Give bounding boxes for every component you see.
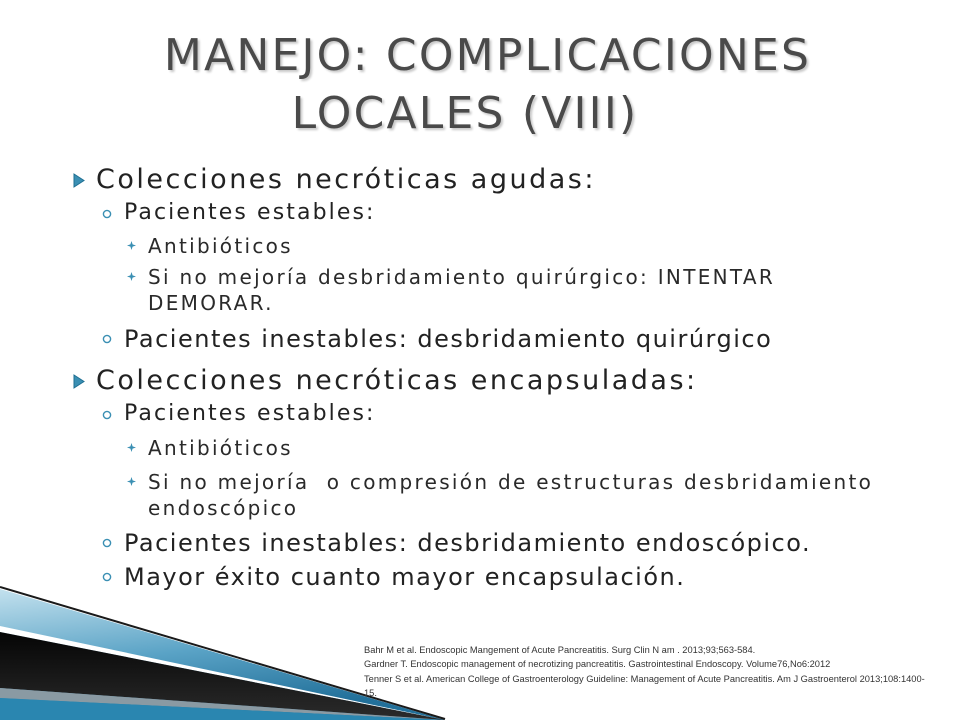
bullet-text: Pacientes estables: bbox=[124, 200, 376, 225]
circle-bullet-icon bbox=[102, 410, 112, 420]
bullet-text: Colecciones necróticas encapsuladas: bbox=[96, 365, 698, 396]
reference-line: 15. bbox=[364, 687, 377, 698]
circle-bullet-icon bbox=[102, 334, 112, 344]
star-bullet-icon bbox=[127, 241, 136, 250]
bullet-level2 bbox=[124, 199, 376, 227]
bullet-level3 bbox=[148, 233, 293, 259]
reference-line: Bahr M et al. Endoscopic Mangement of Acute Pancreatitis. Surg Clin N am . 2013;93;563-584. bbox=[364, 645, 756, 655]
circle-bullet-icon bbox=[102, 572, 112, 582]
bullet-level2 bbox=[124, 562, 685, 592]
star-bullet-icon bbox=[127, 477, 136, 486]
circle-bullet-icon bbox=[102, 538, 112, 548]
bullet-level1 bbox=[96, 164, 596, 196]
bullet-text: Antibióticos bbox=[148, 436, 293, 460]
arrow-bullet-icon bbox=[73, 374, 85, 389]
bullet-text: Si no mejoría o compresión de estructuras desbridamiento endoscópico bbox=[148, 470, 882, 520]
bullet-text: Si no mejoría desbridamiento quirúrgico: INTENTAR DEMORAR. bbox=[148, 265, 784, 315]
bullet-level3 bbox=[148, 264, 848, 316]
bullet-text: Pacientes estables: bbox=[124, 401, 376, 426]
star-bullet-icon bbox=[127, 272, 136, 281]
bullet-text: Colecciones necróticas agudas: bbox=[96, 164, 596, 195]
circle-bullet-icon bbox=[102, 209, 112, 219]
slide-title-line-2: LOCALES (VIII) bbox=[291, 88, 639, 139]
bullet-level2 bbox=[124, 528, 811, 558]
bullet-level2 bbox=[124, 324, 772, 354]
bullet-text: Pacientes inestables: desbridamiento quirúrgico bbox=[124, 325, 773, 353]
reference-line: Tenner S et al. American College of Gastroenterology Guideline: Management of Acute Pancreatitis. Am J Gastroenterol 2013;108:1400- bbox=[364, 673, 925, 684]
references bbox=[364, 643, 925, 700]
bullet-text: Pacientes inestables: desbridamiento endoscópico. bbox=[124, 529, 812, 557]
arrow-bullet-icon bbox=[73, 173, 85, 188]
slide-title-line-1: MANEJO: COMPLICACIONES bbox=[163, 30, 812, 81]
bullet-level3 bbox=[148, 469, 918, 521]
star-bullet-icon bbox=[127, 443, 136, 452]
bullet-level3 bbox=[148, 435, 293, 461]
bullet-text: Antibióticos bbox=[148, 234, 293, 258]
bullet-level1 bbox=[96, 365, 698, 397]
reference-line: Gardner T. Endoscopic management of necrotizing pancreatitis. Gastrointestinal Endoscopy. Volume76,No6:2012 bbox=[364, 659, 831, 670]
bullet-level2 bbox=[124, 400, 376, 428]
bullet-text: Mayor éxito cuanto mayor encapsulación. bbox=[124, 563, 686, 591]
